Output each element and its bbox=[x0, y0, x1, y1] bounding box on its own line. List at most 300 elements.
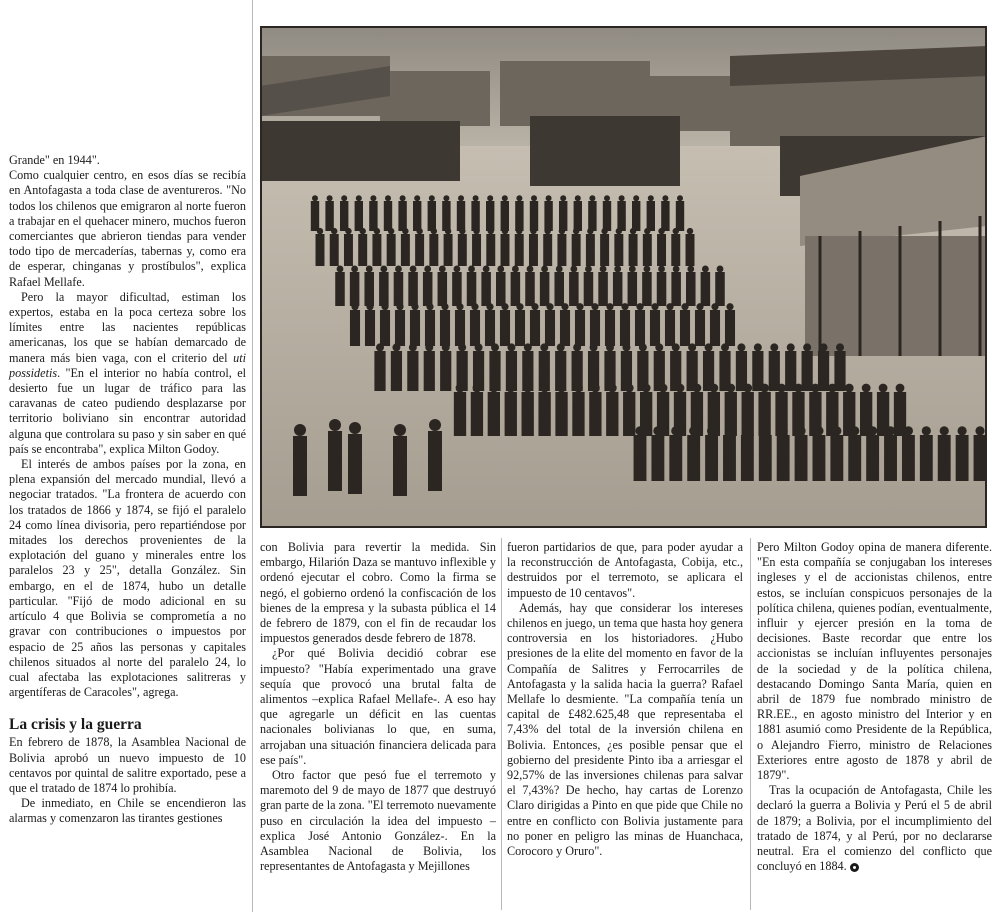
soldier-head bbox=[366, 266, 373, 273]
soldier-head bbox=[608, 384, 617, 393]
soldier-figure bbox=[715, 272, 725, 306]
soldier-head bbox=[591, 303, 598, 310]
soldier-figure bbox=[554, 272, 564, 306]
soldier-head bbox=[868, 426, 877, 435]
soldier-head bbox=[648, 195, 654, 201]
soldier-head bbox=[673, 266, 680, 273]
soldier-figure bbox=[440, 310, 450, 346]
soldier-figure bbox=[741, 435, 754, 481]
soldier-figure bbox=[440, 351, 451, 391]
officer-head bbox=[429, 419, 441, 431]
soldier-figure bbox=[795, 435, 808, 481]
soldier-figure bbox=[665, 310, 675, 346]
soldier-figure bbox=[848, 435, 861, 481]
column-rule bbox=[252, 0, 253, 912]
soldier-figure bbox=[401, 234, 410, 266]
soldier-head bbox=[400, 195, 406, 201]
soldier-figure bbox=[628, 272, 638, 306]
soldier-figure bbox=[545, 310, 555, 346]
soldier-head bbox=[483, 266, 490, 273]
soldier-head bbox=[424, 266, 431, 273]
soldier-figure bbox=[515, 201, 523, 231]
soldier-head bbox=[402, 228, 408, 234]
section-subheading: La crisis y la guerra bbox=[9, 716, 142, 734]
soldier-figure bbox=[834, 351, 845, 391]
soldier-head bbox=[544, 228, 550, 234]
soldier-figure bbox=[589, 392, 601, 436]
soldier-head bbox=[958, 426, 967, 435]
soldier-head bbox=[491, 343, 499, 351]
soldier-head bbox=[575, 195, 581, 201]
soldier-head bbox=[904, 426, 913, 435]
soldier-head bbox=[468, 266, 475, 273]
soldier-head bbox=[546, 303, 553, 310]
soldier-head bbox=[693, 384, 702, 393]
soldier-figure bbox=[723, 435, 736, 481]
soldier-figure bbox=[686, 234, 695, 266]
soldier-head bbox=[591, 384, 600, 393]
soldier-head bbox=[672, 343, 680, 351]
soldier-head bbox=[676, 384, 685, 393]
soldier-figure bbox=[529, 234, 538, 266]
soldier-figure bbox=[920, 435, 933, 481]
soldier-head bbox=[507, 343, 515, 351]
soldier-head bbox=[475, 343, 483, 351]
soldier-head bbox=[376, 343, 384, 351]
soldier-head bbox=[707, 426, 716, 435]
soldier-head bbox=[559, 228, 565, 234]
soldier-head bbox=[777, 384, 786, 393]
soldier-head bbox=[879, 384, 888, 393]
soldier-head bbox=[454, 266, 461, 273]
soldier-figure bbox=[680, 310, 690, 346]
soldier-figure bbox=[687, 435, 700, 481]
soldier-head bbox=[531, 303, 538, 310]
soldier-head bbox=[370, 195, 376, 201]
soldier-head bbox=[614, 266, 621, 273]
soldier-figure bbox=[471, 392, 483, 436]
article-column-2 bbox=[260, 540, 496, 874]
soldier-head bbox=[600, 266, 607, 273]
soldier-figure bbox=[344, 234, 353, 266]
soldier-head bbox=[380, 266, 387, 273]
soldier-head bbox=[527, 266, 534, 273]
soldier-head bbox=[688, 343, 696, 351]
paragraph: En febrero de 1878, la Asamblea Nacional de Bolivia aprobó un nuevo impuesto de 10 centavos por quintal de salitre exportado, pese a que el tratado de 1874 lo prohibía. bbox=[9, 735, 246, 795]
soldier-head bbox=[687, 266, 694, 273]
officer-figure bbox=[393, 436, 407, 496]
soldier-head bbox=[754, 343, 762, 351]
soldier-figure bbox=[380, 310, 390, 346]
soldier-head bbox=[717, 266, 724, 273]
soldier-figure bbox=[335, 272, 345, 306]
soldier-figure bbox=[574, 201, 582, 231]
soldier-head bbox=[644, 266, 651, 273]
soldier-head bbox=[850, 426, 859, 435]
soldier-figure bbox=[643, 234, 652, 266]
soldier-head bbox=[523, 384, 532, 393]
soldier-head bbox=[743, 384, 752, 393]
soldier-figure bbox=[617, 201, 625, 231]
soldier-head bbox=[512, 266, 519, 273]
soldier-figure bbox=[759, 435, 772, 481]
soldier-figure bbox=[830, 435, 843, 481]
soldier-figure bbox=[511, 272, 521, 306]
soldier-head bbox=[409, 343, 417, 351]
soldier-head bbox=[557, 343, 565, 351]
soldier-figure bbox=[398, 201, 406, 231]
soldier-figure bbox=[569, 272, 579, 306]
soldier-figure bbox=[938, 435, 951, 481]
soldier-head bbox=[587, 228, 593, 234]
soldier-head bbox=[737, 343, 745, 351]
paragraph: De inmediato, en Chile se encendieron las alarmas y comenzaron las tirantes gestiones bbox=[9, 796, 246, 826]
soldier-figure bbox=[661, 201, 669, 231]
troops-formation-illustration bbox=[260, 26, 987, 528]
soldier-head bbox=[540, 343, 548, 351]
soldier-head bbox=[725, 426, 734, 435]
soldier-figure bbox=[642, 272, 652, 306]
soldier-head bbox=[359, 228, 365, 234]
soldier-head bbox=[573, 228, 579, 234]
soldier-figure bbox=[802, 351, 813, 391]
soldier-head bbox=[687, 228, 693, 234]
soldier-figure bbox=[457, 201, 465, 231]
soldier-head bbox=[658, 228, 664, 234]
soldier-figure bbox=[785, 351, 796, 391]
soldier-figure bbox=[606, 392, 618, 436]
soldier-head bbox=[633, 195, 639, 201]
soldier-head bbox=[794, 384, 803, 393]
soldier-figure bbox=[471, 201, 479, 231]
soldier-figure bbox=[575, 310, 585, 346]
soldier-head bbox=[803, 343, 811, 351]
soldier-head bbox=[630, 228, 636, 234]
soldier-figure bbox=[358, 234, 367, 266]
paragraph: Otro factor que pesó fue el terremoto y maremoto del 9 de mayo de 1877 que destruyó gran parte de la zona. "El terremoto nuevamente puso en circulación la idea del impuesto –explica José Antonio González-. En la Asamblea Nacional de Bolivia, los representantes de Antofagasta y Mejillones bbox=[260, 768, 496, 874]
soldier-figure bbox=[623, 392, 635, 436]
soldier-figure bbox=[340, 201, 348, 231]
soldier-figure bbox=[635, 310, 645, 346]
soldier-figure bbox=[458, 234, 467, 266]
soldier-figure bbox=[452, 272, 462, 306]
soldier-head bbox=[546, 195, 552, 201]
soldier-head bbox=[622, 343, 630, 351]
soldier-figure bbox=[543, 234, 552, 266]
soldier-figure bbox=[710, 310, 720, 346]
soldier-figure bbox=[408, 272, 418, 306]
soldier-figure bbox=[686, 272, 696, 306]
soldier-head bbox=[388, 228, 394, 234]
soldier-figure bbox=[374, 351, 385, 391]
soldier-figure bbox=[369, 201, 377, 231]
officer-head bbox=[329, 419, 341, 431]
soldier-head bbox=[497, 266, 504, 273]
soldier-figure bbox=[701, 272, 711, 306]
soldier-figure bbox=[956, 435, 969, 481]
soldier-head bbox=[473, 195, 479, 201]
soldier-head bbox=[636, 303, 643, 310]
soldier-head bbox=[573, 343, 581, 351]
end-of-article-icon bbox=[850, 863, 859, 872]
soldier-head bbox=[845, 384, 854, 393]
soldier-head bbox=[524, 343, 532, 351]
officer-head bbox=[349, 422, 361, 434]
soldier-figure bbox=[559, 201, 567, 231]
soldier-figure bbox=[515, 310, 525, 346]
soldier-head bbox=[743, 426, 752, 435]
soldier-figure bbox=[316, 234, 325, 266]
soldier-figure bbox=[671, 272, 681, 306]
soldier-figure bbox=[676, 201, 684, 231]
soldier-head bbox=[439, 266, 446, 273]
soldier-figure bbox=[413, 201, 421, 231]
soldier-head bbox=[351, 266, 358, 273]
soldier-figure bbox=[415, 234, 424, 266]
soldier-head bbox=[705, 343, 713, 351]
soldier-figure bbox=[425, 310, 435, 346]
soldier-figure bbox=[379, 272, 389, 306]
soldier-head bbox=[811, 384, 820, 393]
soldier-head bbox=[356, 195, 362, 201]
officer-figure bbox=[328, 431, 342, 491]
soldier-head bbox=[760, 384, 769, 393]
soldier-figure bbox=[395, 310, 405, 346]
soldier-head bbox=[629, 266, 636, 273]
officer-figure bbox=[348, 434, 362, 494]
soldier-figure bbox=[429, 234, 438, 266]
soldier-head bbox=[516, 195, 522, 201]
soldier-head bbox=[662, 195, 668, 201]
soldier-head bbox=[659, 384, 668, 393]
soldier-figure bbox=[555, 392, 567, 436]
soldier-figure bbox=[387, 234, 396, 266]
soldier-head bbox=[677, 195, 683, 201]
soldier-head bbox=[836, 343, 844, 351]
soldier-figure bbox=[557, 234, 566, 266]
soldier-head bbox=[711, 303, 718, 310]
soldier-head bbox=[787, 343, 795, 351]
soldier-head bbox=[922, 426, 931, 435]
soldier-figure bbox=[818, 351, 829, 391]
soldier-head bbox=[896, 384, 905, 393]
soldier-head bbox=[374, 228, 380, 234]
soldier-head bbox=[458, 195, 464, 201]
soldier-figure bbox=[496, 272, 506, 306]
soldier-figure bbox=[325, 201, 333, 231]
soldier-figure bbox=[584, 272, 594, 306]
column-rule bbox=[501, 538, 502, 910]
soldier-figure bbox=[485, 310, 495, 346]
soldier-figure bbox=[486, 234, 495, 266]
officer-figure bbox=[428, 431, 442, 491]
paragraph: con Bolivia para revertir la medida. Sin embargo, Hilarión Daza se mantuvo inflexible y ordenó ejecutar el cobro. Como la firma se negó, el gobierno ordenó la confiscación de los bienes de la empresa y la subasta pública el 14 de febrero de 1879, con el fin de recaudar los impuestos generados desde febrero de 1878. bbox=[260, 540, 496, 646]
soldier-figure bbox=[647, 201, 655, 231]
soldier-head bbox=[689, 426, 698, 435]
soldier-figure bbox=[777, 435, 790, 481]
soldier-figure bbox=[657, 272, 667, 306]
column-rule bbox=[750, 538, 751, 910]
soldier-figure bbox=[586, 234, 595, 266]
soldier-head bbox=[471, 303, 478, 310]
soldier-head bbox=[726, 303, 733, 310]
soldier-figure bbox=[488, 392, 500, 436]
article-column-3 bbox=[507, 540, 743, 859]
soldier-head bbox=[456, 303, 463, 310]
soldier-figure bbox=[530, 310, 540, 346]
soldier-figure bbox=[588, 201, 596, 231]
soldier-figure bbox=[365, 310, 375, 346]
soldier-head bbox=[560, 195, 566, 201]
soldier-figure bbox=[500, 310, 510, 346]
soldier-head bbox=[557, 384, 566, 393]
soldier-figure bbox=[544, 201, 552, 231]
soldier-head bbox=[642, 384, 651, 393]
soldier-head bbox=[345, 228, 351, 234]
soldier-head bbox=[516, 228, 522, 234]
soldier-head bbox=[501, 303, 508, 310]
soldier-head bbox=[606, 343, 614, 351]
officer-head bbox=[294, 424, 306, 436]
soldier-head bbox=[341, 195, 347, 201]
soldier-head bbox=[459, 228, 465, 234]
soldier-figure bbox=[769, 351, 780, 391]
paragraph: El interés de ambos países por la zona, en plena expansión del mercado mundial, llevó a negociar tratados. "La frontera de acuerdo con los tratados de 1866 y 1874, se fijó el paralelo 24 como línea divisoria, pero repartiéndose por mitades los derechos provenientes de la explotación del guano y minerales entre los paralelos 23 y 25", detalla González. Sin embargo, en el de 1874, hubo un detalle particular. "Fijó de modo adicional en su artículo 4 que Bolivia se comprometía a no gravar con contribuciones o impuestos por espacio de 25 años las personas y capitales chilenos situados al norte del paralelo 24, lo cual afectaba las explotaciones salitreras y argentíferas de Caracoles", agrega. bbox=[9, 457, 246, 700]
soldier-head bbox=[395, 266, 402, 273]
soldier-head bbox=[506, 384, 515, 393]
soldier-head bbox=[666, 303, 673, 310]
soldier-head bbox=[653, 426, 662, 435]
soldier-figure bbox=[705, 435, 718, 481]
soldier-figure bbox=[884, 435, 897, 481]
soldier-figure bbox=[629, 234, 638, 266]
soldier-figure bbox=[598, 272, 608, 306]
soldier-head bbox=[651, 303, 658, 310]
soldier-head bbox=[385, 195, 391, 201]
soldier-head bbox=[396, 303, 403, 310]
soldier-head bbox=[828, 384, 837, 393]
soldier-figure bbox=[650, 310, 660, 346]
paragraph: Como cualquier centro, en esos días se recibía en Antofagasta a toda clase de aventureros. "No todos los chilenos que emigraron al norte fueron a trabajar en el quehacer minero, muchos fueron comerciantes que abrieron tiendas para vender todo tipo de mercaderías, tabernas y, como era de esperar, chinganas y prostíbulos", explica Rafael Mellafe. bbox=[9, 168, 246, 289]
soldier-figure bbox=[620, 310, 630, 346]
soldier-figure bbox=[813, 435, 826, 481]
soldier-head bbox=[673, 228, 679, 234]
soldier-head bbox=[351, 303, 358, 310]
soldier-head bbox=[366, 303, 373, 310]
soldier-figure bbox=[372, 234, 381, 266]
soldier-head bbox=[779, 426, 788, 435]
soldier-figure bbox=[657, 234, 666, 266]
paragraph: Tras la ocupación de Antofagasta, Chile les declaró la guerra a Bolivia y Perú el 5 de abril de 1879; a Bolivia, por el incumplimiento del tratado de 1874, y al Perú, por no declararse neutral. Era el comienzo del conflicto que concluyó en 1884. bbox=[757, 783, 992, 874]
paragraph: Pero la mayor dificultad, estiman los expertos, estaba en la poca certeza sobre los límites entre las nacientes repúblicas americanas, los que se habían demarcado de manera más bien vaga, con el criterio del uti possidetis. "En el interior no había control, el desierto fue un lugar de tráfico para las caravanas de cateo pudiendo desplazarse por territorio boliviano sin encontrar autoridad alguna que controlara su paso y sin saber en qué país se encontraba", explica Milton Godoy. bbox=[9, 289, 246, 456]
soldier-head bbox=[681, 303, 688, 310]
soldier-head bbox=[644, 228, 650, 234]
soldier-figure bbox=[538, 392, 550, 436]
soldier-head bbox=[540, 384, 549, 393]
paragraph: Pero Milton Godoy opina de manera diferente. "En esta compañía se conjugaban los intereses ingleses y el de accionistas chilenos, entre estos, se incluían conspicuos personajes de la política chilena, quienes podían, eventualmente, influir y ejercer presión en la toma de decisiones. Baste recordar que entre los accionistas se incluían influyentes personajes de la sociedad y de la política chilena, destacando Domingo Santa María, quien en abril de 1879 fue nombrado ministro de RR.EE., en agosto ministro del Interior y en 1881 asumió como Presidente de la República, o Alejandro Fierro, ministro de Relaciones Exteriores entre agosto de 1878 y abril de 1879". bbox=[757, 540, 992, 783]
soldier-figure bbox=[501, 201, 509, 231]
article-column-1 bbox=[9, 153, 246, 827]
paragraph: Además, hay que considerar los intereses chilenos en juego, un tema que hasta hoy genera controversia en los historiadores. ¿Hubo presiones de la elite del momento en favor de la Compañía de Salitres y Ferrocarriles de Antofagasta y la salida hacia la guerra? Rafael Mellafe lo desmiente. "La compañía tenía un capital de £482.625,48 que representaba el 7,43% del total de la inversión chilena en Bolivia. Entonces, ¿es posible pensar que el gobierno del presidente Pinto iba a arriesgar el 92,57% de las inversiones chilenas para salvar el 7,43%? De hecho, hay cartas de Lorenzo Claro dirigidas a Pinto en que pide que Chile no entre en conflicto con Bolivia justamente para no poner en peligro las minas de Huanchaca, Corocoro y Oruro". bbox=[507, 600, 743, 859]
soldier-figure bbox=[530, 201, 538, 231]
soldier-figure bbox=[444, 234, 453, 266]
soldier-head bbox=[585, 266, 592, 273]
soldier-figure bbox=[467, 272, 477, 306]
soldier-figure bbox=[394, 272, 404, 306]
soldier-figure bbox=[350, 272, 360, 306]
soldier-head bbox=[761, 426, 770, 435]
soldier-head bbox=[639, 343, 647, 351]
soldier-head bbox=[862, 384, 871, 393]
soldier-figure bbox=[634, 435, 647, 481]
soldier-head bbox=[337, 266, 344, 273]
soldier-head bbox=[696, 303, 703, 310]
soldier-head bbox=[489, 384, 498, 393]
soldier-head bbox=[487, 195, 493, 201]
soldier-figure bbox=[455, 310, 465, 346]
soldier-head bbox=[671, 426, 680, 435]
soldier-head bbox=[327, 195, 333, 201]
soldier-head bbox=[570, 266, 577, 273]
soldier-head bbox=[621, 303, 628, 310]
soldier-head bbox=[709, 384, 718, 393]
paragraph: ¿Por qué Bolivia decidió cobrar ese impuesto? "Había experimentado una grave sequía que provocó una brutal falta de alimentos –explica Rafael Mellafe-. A eso hay que agregarle un déficit en las cuentas nacionales bolivianas lo que, en suma, arrojaban una situación financiera delicada para ese país". bbox=[260, 646, 496, 767]
soldier-head bbox=[770, 343, 778, 351]
soldier-head bbox=[442, 343, 450, 351]
soldier-head bbox=[458, 343, 466, 351]
soldier-figure bbox=[603, 201, 611, 231]
soldier-figure bbox=[725, 310, 735, 346]
soldier-head bbox=[635, 426, 644, 435]
soldier-figure bbox=[423, 272, 433, 306]
paragraph: fueron partidarios de que, para poder ayudar a la reconstrucción de Antofagasta, Cobija, etc., destruidos por el terremoto, se aplicara el impuesto de 10 centavos". bbox=[507, 540, 743, 600]
paragraph: Grande" en 1944". bbox=[9, 153, 100, 167]
soldier-head bbox=[429, 195, 435, 201]
soldier-head bbox=[516, 303, 523, 310]
soldier-head bbox=[502, 195, 508, 201]
soldier-head bbox=[456, 384, 465, 393]
soldier-head bbox=[416, 228, 422, 234]
soldier-head bbox=[606, 303, 613, 310]
soldier-head bbox=[431, 228, 437, 234]
soldier-figure bbox=[407, 351, 418, 391]
soldier-figure bbox=[572, 392, 584, 436]
soldier-head bbox=[702, 266, 709, 273]
soldier-figure bbox=[695, 310, 705, 346]
soldier-figure bbox=[671, 234, 680, 266]
soldier-figure bbox=[501, 234, 510, 266]
soldier-head bbox=[541, 266, 548, 273]
soldier-head bbox=[473, 228, 479, 234]
soldier-figure bbox=[454, 392, 466, 436]
soldier-figure bbox=[410, 310, 420, 346]
soldier-head bbox=[658, 266, 665, 273]
soldier-figure bbox=[974, 435, 987, 481]
soldier-figure bbox=[472, 234, 481, 266]
soldier-figure bbox=[572, 234, 581, 266]
soldier-head bbox=[604, 195, 610, 201]
soldier-figure bbox=[540, 272, 550, 306]
soldier-figure bbox=[424, 351, 435, 391]
soldier-figure bbox=[590, 310, 600, 346]
soldier-head bbox=[530, 228, 536, 234]
historical-photo bbox=[260, 26, 987, 528]
soldier-figure bbox=[522, 392, 534, 436]
soldier-figure bbox=[866, 435, 879, 481]
soldier-head bbox=[832, 426, 841, 435]
soldier-figure bbox=[364, 272, 374, 306]
soldier-head bbox=[590, 343, 598, 351]
